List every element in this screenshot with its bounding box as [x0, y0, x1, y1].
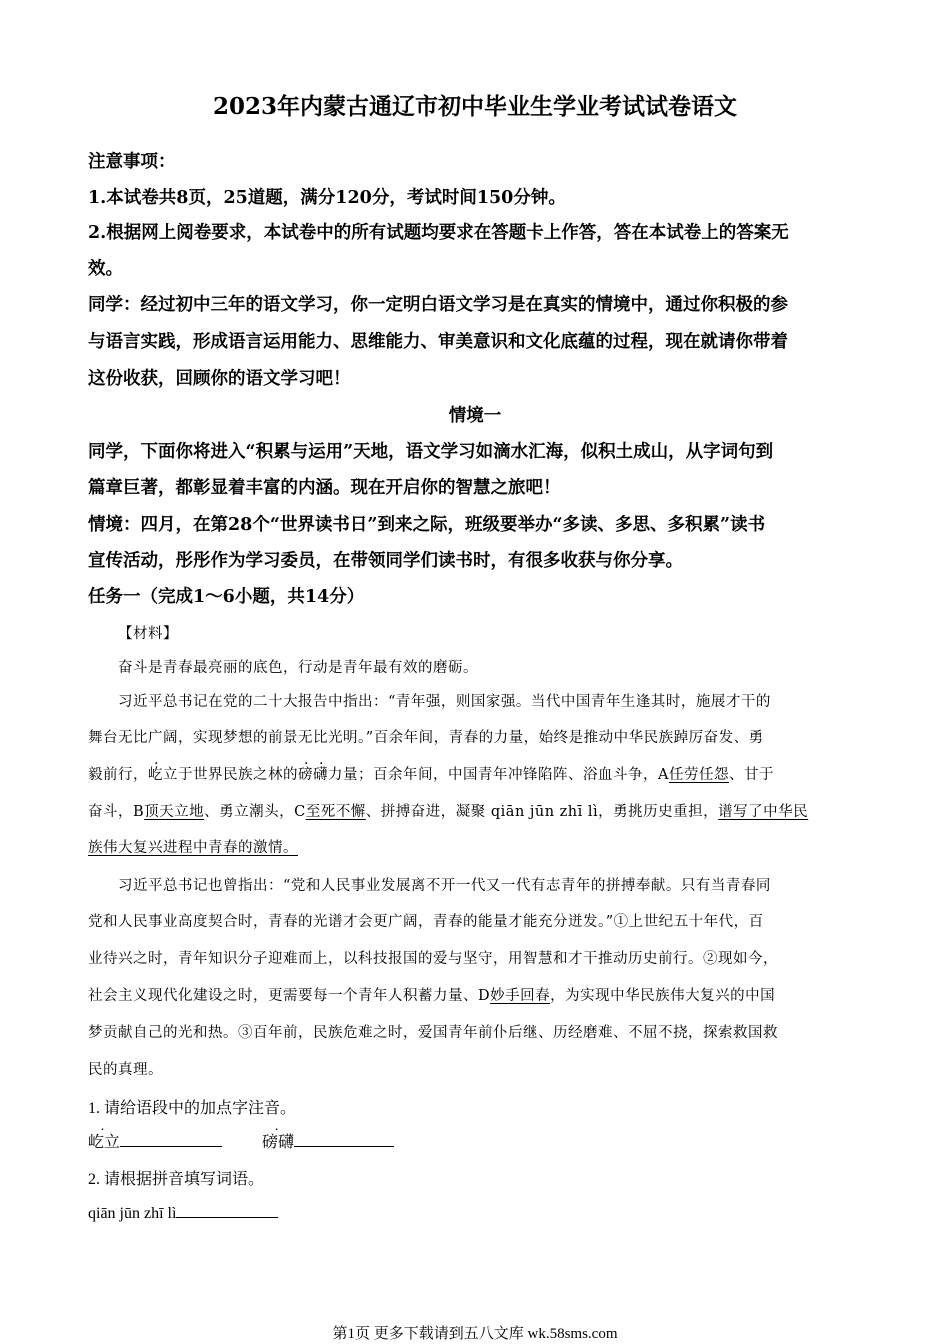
- text-span: 奋斗，B: [88, 804, 145, 820]
- page-title: 2023年内蒙古通辽市初中毕业生学业考试试卷语文: [212, 93, 737, 120]
- dotted-char: 屹: [148, 767, 163, 783]
- notes-item-1: 1.本试卷共8页，25道题，满分120分，考试时间150分钟。: [88, 188, 566, 208]
- material-p2-line-5: [88, 836, 868, 857]
- underlined-phrase-c: 至死不懈: [305, 804, 366, 820]
- material-p3-line-4: [88, 984, 868, 1005]
- material-p3-line-6: 民的真理。: [88, 1062, 163, 1078]
- text-span: 立于世界民族之林的: [163, 767, 298, 783]
- material-p2-line-3: [88, 763, 868, 784]
- dotted-char: 磅: [298, 767, 313, 783]
- text-span: 毅前行，: [88, 767, 148, 783]
- text-span: ，为实现中华民族伟大复兴的中国: [550, 988, 776, 1004]
- text-span: 、拼搏奋进，凝聚 qiān jūn zhī lì，勇挑历史重担，: [365, 804, 719, 820]
- material-p3-line-5: 梦贡献自己的光和热。③百年前，民族危难之时，爱国青年前仆后继、历经磨难、不屈不挠，探索救国救: [88, 1025, 778, 1041]
- scene-paragraph-1-line-2: 篇章巨著，都彰显着丰富的内涵。现在开启你的智慧之旅吧！: [88, 478, 561, 498]
- scene-paragraph-1-line-1: 同学，下面你将进入“积累与运用”天地，语文学习如滴水汇海，似积土成山，从字词句到: [88, 442, 774, 462]
- underlined-sentence: 谱写了中华民: [718, 804, 809, 820]
- material-p3-line-1: 习近平总书记也曾指出：“党和人民事业发展离不开一代又一代有志青年的拼搏奉献。只有当青春同: [118, 878, 771, 894]
- question-1-answers: [88, 1129, 868, 1152]
- answer-blank-2[interactable]: [294, 1130, 394, 1147]
- material-p3-line-2: 党和人民事业高度契合时，青春的光谱才会更广阔，青春的能量才能充分迸发。”①上世纪五十年代，百: [88, 914, 764, 930]
- text-span: 力量；百余年间，中国青年冲锋陷阵、浴血斗争，A: [328, 767, 669, 783]
- underlined-phrase-d: 妙手回春: [490, 988, 551, 1004]
- text-span: 社会主义现代化建设之时，更需要每一个青年人积蓄力量、D: [88, 988, 491, 1004]
- underlined-sentence-end: 族伟大复兴进程中青春的激情。: [88, 840, 298, 856]
- question-1: 1. 请给语段中的加点字注音。: [88, 1100, 297, 1117]
- notes-item-2-line-1: 2.根据网上阅卷要求，本试卷中的所有试题均要求在答题卡上作答，答在本试卷上的答案无: [88, 223, 789, 243]
- material-p2-line-2: 舞台无比广阔，实现梦想的前景无比光明。”百余年间，青春的力量，始终是推动中华民族踔厉奋发、勇: [88, 730, 764, 746]
- intro-line-2: 与语言实践，形成语言运用能力、思维能力、审美意识和文化底蕴的过程，现在就请你带着: [88, 332, 788, 352]
- material-p3-line-3: 业待兴之时，青年知识分子迎难而上，以科技报国的爱与坚守，用智慧和才干推动历史前行。②现如今，: [88, 951, 778, 967]
- material-p2-line-1: 习近平总书记在党的二十大报告中指出：“青年强，则国家强。当代中国青年生逢其时，施展才干的: [118, 694, 771, 710]
- scene-paragraph-2-line-1: 情境：四月，在第28个“世界读书日”到来之际，班级要举办“多读、多思、多积累”读书: [88, 515, 766, 535]
- q1-word-2: 磅礴: [262, 1134, 295, 1151]
- notes-item-2-line-2: 效。: [88, 259, 123, 279]
- underlined-phrase-a: 任劳任怨: [668, 767, 729, 783]
- material-sentence-1: 奋斗是青春最亮丽的底色，行动是青年最有效的磨砺。: [118, 660, 478, 676]
- underlined-phrase-b: 顶天立地: [144, 804, 205, 820]
- q1-word-1: 屹立: [88, 1134, 121, 1151]
- material-label: 【材料】: [118, 626, 178, 642]
- material-p2-line-4: [88, 800, 868, 821]
- intro-line-3: 这份收获，回顾你的语文学习吧！: [88, 369, 351, 389]
- scene-heading: 情境一: [448, 406, 502, 426]
- dotted-char: 礴: [313, 767, 328, 783]
- page-footer: 第1页 更多下载请到五八文库 wk.58sms.com: [332, 1326, 618, 1342]
- text-span: 、甘于: [728, 767, 774, 783]
- answer-blank-1[interactable]: [120, 1130, 222, 1147]
- q2-pinyin: qiān jūn zhī lì: [88, 1205, 177, 1222]
- text-span: 、勇立潮头，C: [204, 804, 306, 820]
- task-heading: 任务一（完成1～6小题，共14分）: [88, 587, 365, 607]
- question-2-answer: [88, 1201, 868, 1223]
- scene-paragraph-2-line-2: 宣传活动，彤彤作为学习委员，在带领同学们读书时，有很多收获与你分享。: [88, 551, 683, 571]
- intro-line-1: 同学：经过初中三年的语文学习，你一定明白语文学习是在真实的情境中，通过你积极的参: [88, 295, 788, 315]
- answer-blank-3[interactable]: [176, 1201, 278, 1218]
- question-2: 2. 请根据拼音填写词语。: [88, 1171, 265, 1188]
- notes-heading: 注意事项：: [88, 152, 176, 172]
